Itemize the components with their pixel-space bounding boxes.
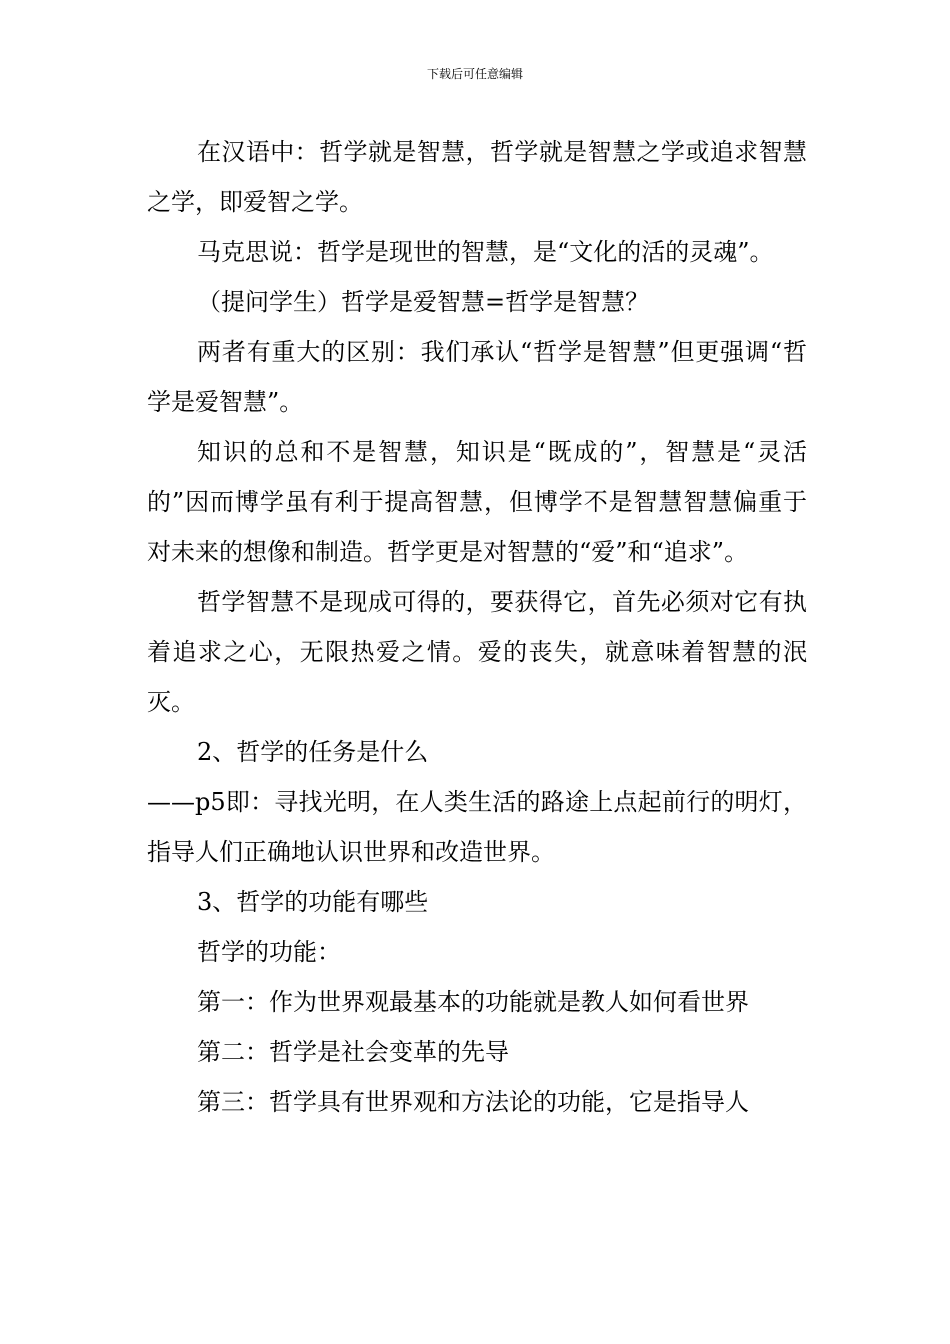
paragraph-knowledge-wisdom: 知识的总和不是智慧，知识是“既成的”，智慧是“灵活的”因而博学虽有利于提高智慧，但博学不是智慧智慧偏重于对未来的想像和制造。哲学更是对智慧的“爱”和“追求”。: [147, 438, 807, 566]
paragraph-question: （提问学生）哲学是爱智慧=哲学是智慧？: [197, 288, 650, 316]
paragraph-function-two: 第二：哲学是社会变革的先导: [197, 1038, 509, 1066]
paragraph-functions-label: 哲学的功能：: [197, 938, 341, 966]
paragraph-function-one: 第一：作为世界观最基本的功能就是教人如何看世界: [197, 988, 749, 1016]
paragraph-distinction: 两者有重大的区别：我们承认“哲学是智慧”但更强调“哲学是爱智慧”。: [147, 338, 807, 416]
paragraph-task-answer: ——p5即：寻找光明，在人类生活的路途上点起前行的明灯，指导人们正确地认识世界和改造世界。: [147, 788, 807, 866]
document-body: [147, 127, 807, 1127]
heading-task: 2、哲学的任务是什么: [197, 738, 429, 766]
paragraph-hanyu-definition: 在汉语中：哲学就是智慧，哲学就是智慧之学或追求智慧之学，即爱智之学。: [147, 138, 807, 216]
paragraph-marx-quote: 马克思说：哲学是现世的智慧，是“文化的活的灵魂”。: [197, 238, 774, 266]
page-header-note: 下载后可任意编辑: [426, 67, 523, 81]
heading-functions: 3、哲学的功能有哪些: [197, 888, 429, 916]
paragraph-pursuit: 哲学智慧不是现成可得的，要获得它，首先必须对它有执着追求之心，无限热爱之情。爱的丧失，就意味着智慧的泯灭。: [147, 588, 807, 716]
paragraph-function-three: 第三：哲学具有世界观和方法论的功能，它是指导人: [197, 1088, 749, 1116]
